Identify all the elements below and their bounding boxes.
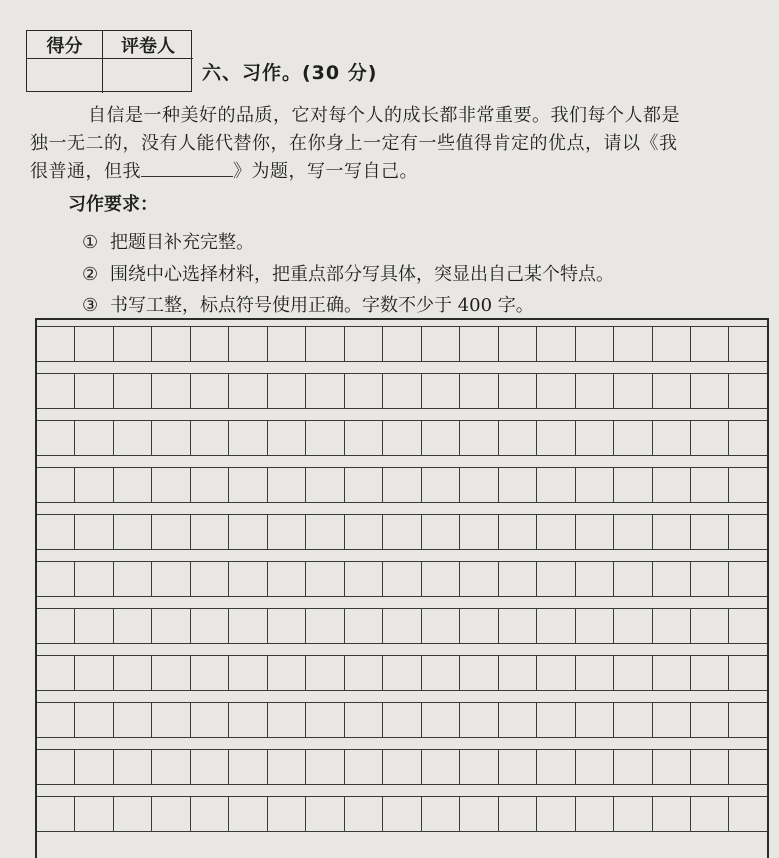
grid-cell[interactable] [114,656,152,690]
grid-cell[interactable] [691,797,729,831]
grid-cell[interactable] [576,468,614,502]
prompt-line-2: 独一无二的，没有人能代替你，在你身上一定有一些值得肯定的优点，请以《我 [30,133,678,154]
grid-cell[interactable] [306,374,344,408]
grid-cell[interactable] [499,656,537,690]
grid-cell[interactable] [114,327,152,361]
grid-cell[interactable] [460,374,498,408]
section-title: 六、习作。(30 分) [202,62,378,84]
grid-cell[interactable] [691,656,729,690]
grid-cell[interactable] [653,374,691,408]
grid-cell[interactable] [229,750,267,784]
prompt-line-3-start: 很普通，但我 [30,161,141,182]
grid-cell[interactable] [691,515,729,549]
grid-cell[interactable] [460,703,498,737]
requirement-item [82,291,534,317]
grid-cell[interactable] [383,750,421,784]
grid-cell[interactable] [422,468,460,502]
grid-cell[interactable] [729,327,766,361]
grid-cell[interactable] [422,797,460,831]
grid-cell[interactable] [460,797,498,831]
grid-cell[interactable] [576,421,614,455]
grid-cell[interactable] [229,609,267,643]
grid-cell[interactable] [653,421,691,455]
grid-cell[interactable] [152,515,190,549]
grid-row [37,655,767,691]
grid-cell[interactable] [537,562,575,596]
score-header: 得分 [27,31,103,59]
grid-cell[interactable] [729,421,766,455]
grid-cell[interactable] [422,515,460,549]
requirement-number: ① [82,232,99,253]
grid-cell[interactable] [653,797,691,831]
grid-cell[interactable] [537,374,575,408]
grid-cell[interactable] [114,797,152,831]
grid-cell[interactable] [460,468,498,502]
grid-cell[interactable] [37,374,75,408]
requirements-title: 习作要求： [68,194,158,215]
grid-cell[interactable] [114,562,152,596]
grid-cell[interactable] [75,703,113,737]
grid-cell[interactable] [383,515,421,549]
grid-cell[interactable] [306,468,344,502]
grid-cell[interactable] [268,327,306,361]
grid-row [37,326,767,362]
grid-cell[interactable] [460,421,498,455]
grid-cell[interactable] [691,327,729,361]
grid-cell[interactable] [229,703,267,737]
grid-cell[interactable] [499,609,537,643]
grid-cell[interactable] [229,421,267,455]
grid-cell[interactable] [268,468,306,502]
prompt-line-3-end: 》为题，写一写自己。 [233,161,418,182]
grid-cell[interactable] [537,609,575,643]
grid-cell[interactable] [537,421,575,455]
grid-cell[interactable] [37,609,75,643]
requirement-item [82,260,614,286]
requirement-text: 把题目补充完整。 [110,232,254,253]
grid-cell[interactable] [191,327,229,361]
grid-cell[interactable] [537,515,575,549]
grid-cell[interactable] [268,703,306,737]
grid-cell[interactable] [614,703,652,737]
grid-cell[interactable] [614,515,652,549]
grid-cell[interactable] [37,750,75,784]
grid-cell[interactable] [383,468,421,502]
requirement-text: 书写工整，标点符号使用正确。字数不少于 400 字。 [110,295,534,316]
grid-cell[interactable] [191,797,229,831]
grid-cell[interactable] [499,750,537,784]
grid-cell[interactable] [614,374,652,408]
grid-cell[interactable] [345,562,383,596]
grid-cell[interactable] [152,750,190,784]
grid-cell[interactable] [345,421,383,455]
grid-cell[interactable] [691,562,729,596]
grid-cell[interactable] [191,562,229,596]
grid-cell[interactable] [75,468,113,502]
grid-cell[interactable] [37,468,75,502]
grid-cell[interactable] [229,468,267,502]
grid-cell[interactable] [345,703,383,737]
grid-cell[interactable] [729,468,766,502]
grid-cell[interactable] [614,421,652,455]
grid-cell[interactable] [191,468,229,502]
grid-cell[interactable] [306,656,344,690]
grid-cell[interactable] [37,797,75,831]
grid-cell[interactable] [653,656,691,690]
grid-cell[interactable] [229,515,267,549]
grid-cell[interactable] [383,327,421,361]
grid-cell[interactable] [345,750,383,784]
grid-cell[interactable] [537,750,575,784]
grid-cell[interactable] [306,750,344,784]
grid-cell[interactable] [383,656,421,690]
grid-cell[interactable] [460,750,498,784]
grid-row [37,608,767,644]
grid-cell[interactable] [191,750,229,784]
grid-cell[interactable] [729,797,766,831]
grid-cell[interactable] [75,421,113,455]
grid-cell[interactable] [422,609,460,643]
grid-cell[interactable] [191,703,229,737]
grid-cell[interactable] [499,703,537,737]
grid-cell[interactable] [422,562,460,596]
grid-cell[interactable] [576,750,614,784]
grid-cell[interactable] [729,703,766,737]
grid-cell[interactable] [114,609,152,643]
requirement-number: ③ [82,295,99,316]
title-blank[interactable] [141,158,233,177]
grid-cell[interactable] [229,374,267,408]
grid-cell[interactable] [345,609,383,643]
grid-cell[interactable] [576,656,614,690]
grid-cell[interactable] [653,703,691,737]
grid-cell[interactable] [729,515,766,549]
grid-cell[interactable] [268,562,306,596]
grid-cell[interactable] [191,515,229,549]
grid-cell[interactable] [537,327,575,361]
grid-cell[interactable] [75,609,113,643]
grid-row [37,420,767,456]
grid-cell[interactable] [537,656,575,690]
grid-cell[interactable] [268,797,306,831]
grid-cell[interactable] [460,609,498,643]
grid-cell[interactable] [75,750,113,784]
grid-cell[interactable] [114,421,152,455]
grid-cell[interactable] [383,374,421,408]
grid-cell[interactable] [75,562,113,596]
grid-cell[interactable] [268,750,306,784]
grid-cell[interactable] [345,797,383,831]
prompt-line-3 [30,158,768,186]
grid-cell[interactable] [499,468,537,502]
grid-cell[interactable] [229,562,267,596]
grid-cell[interactable] [152,656,190,690]
grid-cell[interactable] [614,750,652,784]
grid-cell[interactable] [152,609,190,643]
grid-cell[interactable] [37,703,75,737]
grid-cell[interactable] [229,797,267,831]
grid-cell[interactable] [268,374,306,408]
grid-cell[interactable] [268,609,306,643]
grid-cell[interactable] [499,327,537,361]
grid-cell[interactable] [499,797,537,831]
grid-cell[interactable] [576,374,614,408]
grid-cell[interactable] [114,750,152,784]
grid-cell[interactable] [460,327,498,361]
grid-row [37,749,767,785]
grid-cell[interactable] [191,421,229,455]
grid-cell[interactable] [537,468,575,502]
grid-cell[interactable] [114,374,152,408]
grid-cell[interactable] [191,609,229,643]
grid-cell[interactable] [114,703,152,737]
grid-cell[interactable] [152,374,190,408]
grid-cell[interactable] [152,703,190,737]
grid-cell[interactable] [537,703,575,737]
score-field[interactable] [27,59,103,93]
grid-row [37,467,767,503]
grid-cell[interactable] [691,703,729,737]
grid-cell[interactable] [460,515,498,549]
grid-cell[interactable] [422,421,460,455]
grader-field[interactable] [103,59,193,93]
grid-cell[interactable] [306,797,344,831]
grid-cell[interactable] [268,515,306,549]
grid-cell[interactable] [306,562,344,596]
grid-cell[interactable] [653,750,691,784]
grid-cell[interactable] [576,562,614,596]
grid-cell[interactable] [306,703,344,737]
grid-cell[interactable] [383,703,421,737]
grid-cell[interactable] [152,468,190,502]
grid-cell[interactable] [229,656,267,690]
grid-cell[interactable] [345,515,383,549]
grid-cell[interactable] [729,656,766,690]
grid-cell[interactable] [729,562,766,596]
requirement-number: ② [82,264,99,285]
grid-cell[interactable] [152,327,190,361]
grid-cell[interactable] [653,562,691,596]
grid-cell[interactable] [268,656,306,690]
grid-cell[interactable] [191,656,229,690]
grid-cell[interactable] [229,327,267,361]
grid-cell[interactable] [75,797,113,831]
grid-cell[interactable] [653,468,691,502]
grid-cell[interactable] [345,468,383,502]
grid-row [37,561,767,597]
grid-cell[interactable] [576,703,614,737]
grid-cell[interactable] [75,656,113,690]
grid-cell[interactable] [383,421,421,455]
grid-cell[interactable] [306,609,344,643]
grid-cell[interactable] [37,562,75,596]
grid-cell[interactable] [345,374,383,408]
grid-cell[interactable] [653,515,691,549]
grid-cell[interactable] [114,468,152,502]
grid-cell[interactable] [345,327,383,361]
grid-cell[interactable] [691,374,729,408]
grid-cell[interactable] [691,421,729,455]
grid-row [37,373,767,409]
grid-cell[interactable] [653,327,691,361]
grid-cell[interactable] [422,656,460,690]
grid-cell[interactable] [614,562,652,596]
grid-cell[interactable] [37,421,75,455]
prompt-paragraph [30,102,768,186]
grid-cell[interactable] [383,562,421,596]
grid-cell[interactable] [75,327,113,361]
grid-cell[interactable] [114,515,152,549]
grid-cell[interactable] [460,656,498,690]
score-box [26,30,192,92]
grid-cell[interactable] [75,374,113,408]
grid-cell[interactable] [499,421,537,455]
grid-cell[interactable] [422,327,460,361]
grid-cell[interactable] [422,374,460,408]
grid-cell[interactable] [152,797,190,831]
requirement-text: 围绕中心选择材料，把重点部分写具体，突显出自己某个特点。 [110,264,614,285]
requirement-item [82,228,254,254]
prompt-line-1: 自信是一种美好的品质，它对每个人的成长都非常重要。我们每个人都是 [88,105,680,126]
grid-cell[interactable] [653,609,691,643]
grid-cell[interactable] [691,609,729,643]
grid-cell[interactable] [576,515,614,549]
grid-row [37,514,767,550]
grid-cell[interactable] [614,468,652,502]
grid-cell[interactable] [306,327,344,361]
grid-cell[interactable] [499,374,537,408]
grid-cell[interactable] [37,327,75,361]
grid-cell[interactable] [152,562,190,596]
grid-cell[interactable] [614,609,652,643]
grid-cell[interactable] [729,750,766,784]
grid-cell[interactable] [306,515,344,549]
grid-cell[interactable] [191,374,229,408]
grid-cell[interactable] [614,327,652,361]
grid-cell[interactable] [268,421,306,455]
grid-cell[interactable] [499,515,537,549]
grid-cell[interactable] [37,656,75,690]
grid-cell[interactable] [499,562,537,596]
grid-cell[interactable] [729,609,766,643]
grid-cell[interactable] [37,515,75,549]
grid-cell[interactable] [75,515,113,549]
grid-cell[interactable] [460,562,498,596]
grid-cell[interactable] [729,374,766,408]
grid-cell[interactable] [576,609,614,643]
grid-row [37,702,767,738]
grid-cell[interactable] [614,797,652,831]
grid-cell[interactable] [691,468,729,502]
grid-cell[interactable] [306,421,344,455]
grid-cell[interactable] [152,421,190,455]
grid-cell[interactable] [691,750,729,784]
grid-cell[interactable] [614,656,652,690]
grid-cell[interactable] [383,609,421,643]
writing-grid[interactable] [35,318,769,858]
grid-cell[interactable] [422,750,460,784]
grader-header: 评卷人 [103,31,193,59]
grid-cell[interactable] [537,797,575,831]
grid-cell[interactable] [576,327,614,361]
grid-cell[interactable] [576,797,614,831]
grid-row [37,796,767,832]
grid-cell[interactable] [422,703,460,737]
grid-cell[interactable] [345,656,383,690]
grid-cell[interactable] [383,797,421,831]
